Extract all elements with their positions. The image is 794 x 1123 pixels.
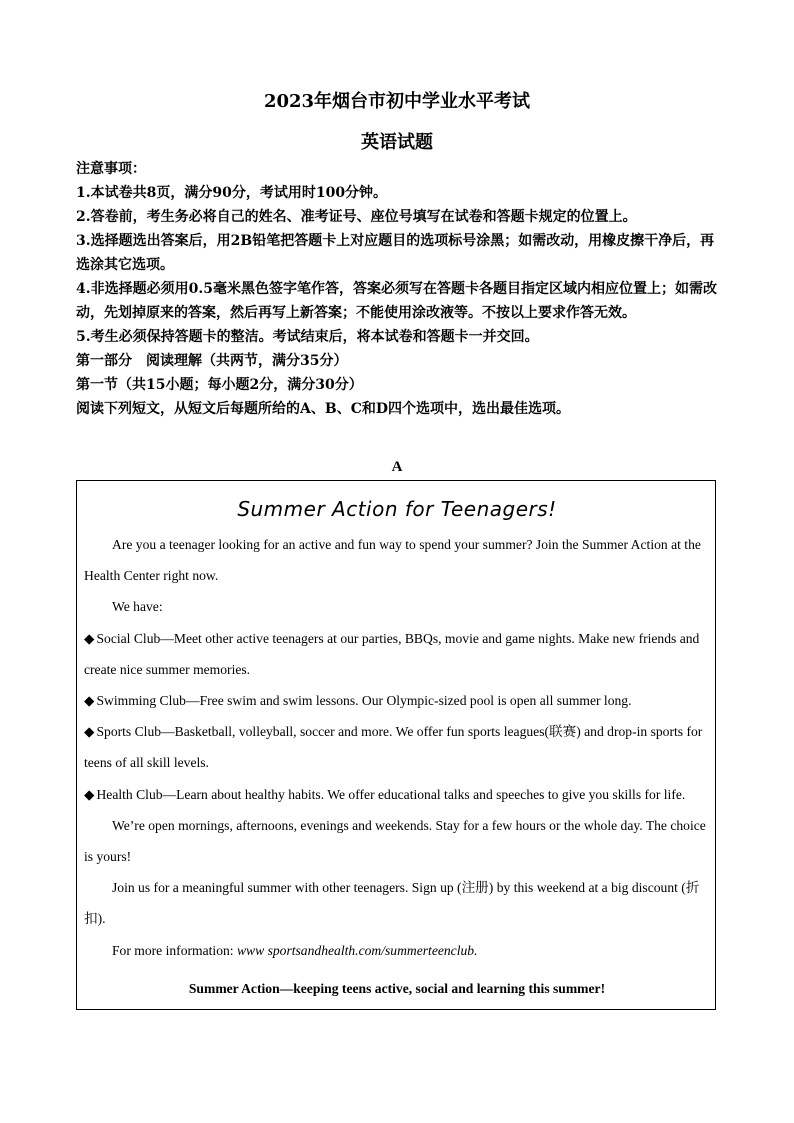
note-item: 3.选择题选出答案后，用2B铅笔把答题卡上对应题目的选项标号涂黑；如需改动，用橡皮擦干净后，再选涂其它选项。 xyxy=(76,233,715,273)
club-item xyxy=(84,716,709,778)
exam-title: 2023年烟台市初中学业水平考试 xyxy=(263,91,531,112)
club-item xyxy=(84,685,709,716)
passage-we-have: We have: xyxy=(112,599,163,615)
notes-heading: 注意事项： xyxy=(76,161,146,177)
note-item: 5.考生必须保持答题卡的整洁。考试结束后，将本试卷和答题卡一并交回。 xyxy=(76,329,539,345)
passage-intro: Are you a teenager looking for an active and fun way to spend your summer? Join the Summer Action at the Health Center right now. xyxy=(84,537,701,584)
club-text: Social Club—Meet other active teenagers at our parties, BBQs, movie and game nights. Make new friends and create nice summer memories. xyxy=(84,630,700,677)
club-text: Sports Club—Basketball, volleyball, soccer and more. We offer fun sports leagues(联赛) and drop-in sports for teens of all skill levels. xyxy=(84,724,703,771)
note-item: 4.非选择题必须用0.5毫米黑色签字笔作答，答案必须写在答题卡各题目指定区域内相应位置上；如需改动，先划掉原来的答案，然后再写上新答案；不能使用涂改液等。不按以上要求作答无效。 xyxy=(76,281,717,321)
passage-label: A xyxy=(391,459,403,475)
note-item: 2.答卷前，考生务必将自己的姓名、准考证号、座位号填写在试卷和答题卡规定的位置上。 xyxy=(76,209,637,225)
exam-subtitle: 英语试题 xyxy=(361,132,433,153)
note-item: 1.本试卷共8页，满分90分，考试用时100分钟。 xyxy=(76,185,388,201)
diamond-bullet-icon: ◆ xyxy=(84,630,95,646)
club-text: Health Club—Learn about healthy habits. We offer educational talks and speeches to give you skills for life. xyxy=(96,786,686,802)
info-label: For more information: xyxy=(112,942,237,958)
passage-signup: Join us for a meaningful summer with other teenagers. Sign up (注册) by this weekend at a big discount (折扣). xyxy=(84,880,700,927)
diamond-bullet-icon: ◆ xyxy=(84,786,95,802)
diamond-bullet-icon: ◆ xyxy=(84,724,95,740)
club-text: Swimming Club—Free swim and swim lessons. Our Olympic-sized pool is open all summer long. xyxy=(96,693,632,709)
info-url: www sportsandhealth.com/summerteenclub. xyxy=(236,942,478,958)
passage-footer: Summer Action—keeping teens active, social and learning this summer! xyxy=(188,981,606,996)
section-part: 第一部分 阅读理解（共两节，满分35分） xyxy=(76,353,348,369)
passage-title: Summer Action for Teenagers! xyxy=(237,497,557,521)
section-instruction: 阅读下列短文，从短文后每题所给的A、B、C和D四个选项中，选出最佳选项。 xyxy=(76,401,570,417)
club-item xyxy=(84,779,709,810)
passage-info xyxy=(84,935,709,966)
passage-hours: We’re open mornings, afternoons, evenings and weekends. Stay for a few hours or the whole day. The choice is yours! xyxy=(84,817,706,865)
section-subsection: 第一节（共15小题；每小题2分，满分30分） xyxy=(76,377,363,393)
club-item xyxy=(84,623,709,685)
passage-body xyxy=(84,529,709,966)
diamond-bullet-icon: ◆ xyxy=(84,693,95,709)
instructions-block xyxy=(76,157,726,421)
passage-box xyxy=(76,480,716,1010)
